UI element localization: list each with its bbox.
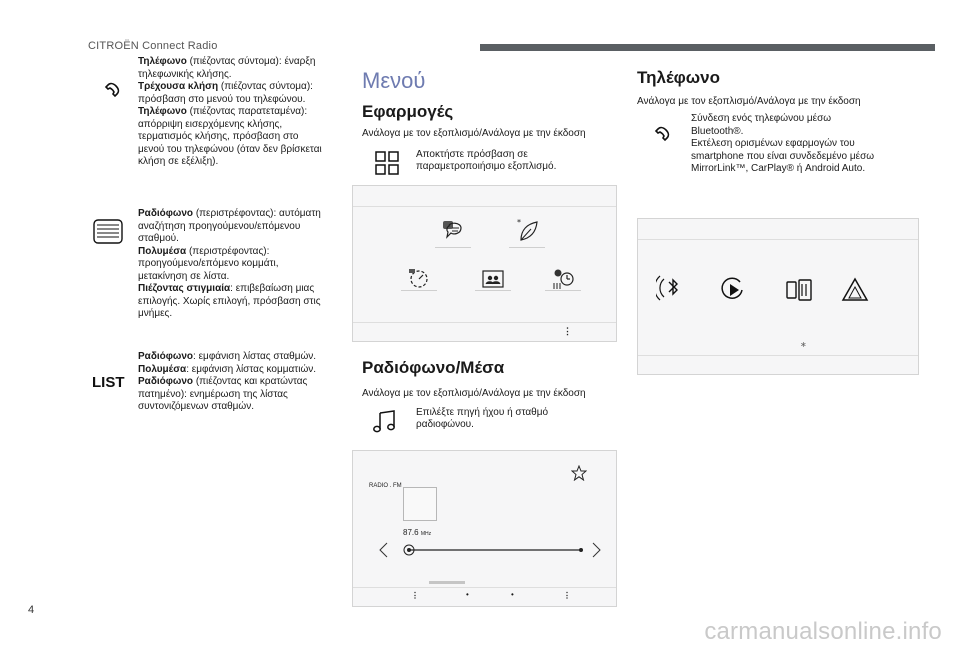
music-note-icon [371, 408, 399, 434]
instruction-line [138, 376, 338, 389]
instruction-term: Ραδιόφωνο [138, 208, 194, 219]
instruction-text: (πιέζοντας σύντομα): [218, 81, 313, 92]
radio-desc-line2: ραδιοφώνου. [416, 419, 474, 430]
watermark: carmanualsonline.info [704, 618, 942, 645]
page-number: 4 [28, 604, 35, 616]
instruction-line [138, 221, 338, 234]
phone-description-line: smartphone που είναι συνδεδεμένο μέσω [691, 150, 875, 162]
thumbwheel-instructions [138, 208, 338, 321]
vehicle-settings-icon[interactable] [405, 265, 433, 293]
instruction-line [138, 144, 338, 157]
instruction-text: (περιστρέφοντας): [186, 245, 270, 257]
instruction-line [138, 389, 338, 402]
instruction-line [138, 296, 338, 309]
apps-desc-line1: Αποκτήστε πρόσβαση σε [416, 149, 528, 160]
instruction-term: Τηλέφωνο [138, 106, 187, 117]
header-bar [480, 44, 935, 51]
instruction-text: (πιέζοντας και κρατώντας [193, 376, 308, 387]
bluetooth-status-icon: ∗ [800, 340, 807, 349]
apps-heading: Εφαρμογές [362, 102, 454, 121]
instruction-text: (περιστρέφοντας): αυτόματη [193, 208, 321, 219]
instruction-text: τηλεφωνικής κλήσης. [138, 68, 232, 80]
phone-handset-icon [96, 80, 122, 106]
instruction-line [138, 351, 338, 364]
instruction-line [138, 233, 338, 246]
instruction-line [138, 208, 338, 221]
phone-description-line: Σύνδεση ενός τηλεφώνου μέσω [691, 113, 832, 124]
instruction-text: πρόσβαση στο μενού του τηλεφώνου. [138, 93, 306, 105]
instruction-line [138, 69, 338, 82]
instruction-text: συντονιζόμενων σταθμών. [138, 401, 255, 412]
instruction-line [138, 283, 338, 296]
thumbwheel-icon [92, 218, 124, 246]
apps-screen [352, 185, 617, 342]
instruction-term: Πολυμέσα [138, 245, 187, 257]
favorite-star-icon[interactable] [571, 465, 587, 481]
phone-heading: Τηλέφωνο [637, 68, 720, 87]
phone-handset-icon [646, 124, 672, 150]
phone-instructions [138, 56, 338, 169]
instruction-text: (πιέζοντας παρατεταμένα): [186, 106, 308, 117]
instruction-text: απόρριψη εισερχόμενης κλήσης, [138, 118, 283, 130]
instruction-text: μετακίνηση σε λίστα. [138, 270, 230, 282]
instruction-term: Ραδιόφωνο [138, 376, 194, 387]
instruction-line [138, 156, 338, 169]
climate-timer-icon[interactable] [549, 265, 579, 293]
connected-services-icon[interactable] [439, 216, 469, 246]
eco-leaf-icon[interactable] [513, 216, 543, 246]
phone-screen [637, 218, 919, 375]
more-options-icon[interactable]: ⋮ [563, 326, 572, 336]
instruction-text: τερματισμός κλήσης, πρόσβαση στο [138, 131, 299, 142]
instruction-text: (πιέζοντας σύντομα): έναρξη [186, 56, 316, 67]
instruction-term: Τηλέφωνο [138, 56, 187, 67]
contacts-icon[interactable] [479, 266, 507, 292]
mirrorlink-icon[interactable] [784, 275, 814, 305]
instruction-line [138, 119, 338, 132]
radio-options-icon[interactable]: ⋮ [563, 591, 571, 600]
instruction-term: Τρέχουσα κλήση [138, 81, 219, 92]
instruction-text: σταθμού. [138, 233, 179, 244]
instruction-line [138, 308, 338, 321]
phone-description [691, 113, 874, 176]
android-auto-icon[interactable] [840, 275, 870, 305]
menu-title: Μενού [362, 68, 426, 93]
phone-description-line: Bluetooth®. [691, 125, 744, 137]
instruction-text: πατημένο): ενημέρωση της λίστας [138, 388, 288, 400]
radio-source-dot[interactable]: • [466, 590, 469, 599]
instruction-line [138, 401, 338, 414]
instruction-term: Πιέζοντας στιγμιαία [138, 283, 231, 294]
instruction-line [138, 94, 338, 107]
radio-band-label: RADIO . FM [369, 483, 402, 489]
radio-screen [352, 450, 617, 607]
instruction-line [138, 81, 338, 94]
list-label: LIST [92, 374, 125, 391]
apps-intro: Ανάλογα με τον εξοπλισμό/Ανάλογα με την έκδοση [362, 128, 586, 139]
instruction-line [138, 56, 338, 69]
instruction-text: μνήμες. [138, 308, 173, 319]
instruction-text: αναζήτηση προηγούμενου/επόμενου [138, 220, 301, 232]
instruction-text: μενού του τηλεφώνου (όταν δεν βρίσκεται [138, 143, 322, 155]
svg-text:*: * [517, 218, 521, 227]
header-title: CITROËN Connect Radio [88, 40, 218, 52]
radio-menu-icon[interactable]: ⋮ [411, 591, 419, 600]
instruction-text: : επιβεβαίωση μιας [230, 283, 315, 294]
instruction-line [138, 364, 338, 377]
instruction-text: : εμφάνιση λίστας κομματιών. [186, 363, 317, 375]
instruction-text: κλήση σε εξέλιξη). [138, 156, 219, 167]
frequency-readout [403, 528, 431, 537]
apps-desc-line2: παραμετροποιήσιμο εξοπλισμό. [416, 161, 557, 172]
instruction-term: Ραδιόφωνο [138, 351, 194, 362]
station-artwork [403, 487, 437, 521]
radio-intro: Ανάλογα με τον εξοπλισμό/Ανάλογα με την έκδοση [362, 388, 586, 399]
tuning-slider[interactable] [375, 539, 605, 561]
frequency-value: 87.6 [403, 528, 419, 537]
radio-desc-line1: Επιλέξτε πηγή ήχου ή σταθμό [416, 407, 549, 418]
radio-source-dot[interactable]: • [511, 590, 514, 599]
instruction-line [138, 131, 338, 144]
bluetooth-phone-icon[interactable] [656, 271, 690, 305]
instruction-text: προηγούμενο/επόμενο κομμάτι, [138, 258, 279, 269]
apps-grid-icon [374, 150, 400, 176]
phone-description-line: Εκτέλεση ορισμένων εφαρμογών του [691, 138, 855, 149]
screen-indicator [429, 581, 465, 584]
instruction-line [138, 271, 338, 284]
instruction-line [138, 258, 338, 271]
list-instructions [138, 351, 338, 414]
phone-intro: Ανάλογα με τον εξοπλισμό/Ανάλογα με την έκδοση [637, 96, 861, 107]
frequency-unit: MHz [420, 531, 432, 537]
instruction-text: : εμφάνιση λίστας σταθμών. [193, 351, 317, 362]
instruction-line [138, 246, 338, 259]
radio-heading: Ραδιόφωνο/Μέσα [362, 358, 505, 377]
phone-description-line: MirrorLink™, CarPlay® ή Android Auto. [691, 163, 866, 174]
instruction-line [138, 106, 338, 119]
carplay-icon[interactable] [718, 275, 748, 305]
instruction-term: Πολυμέσα [138, 363, 187, 375]
instruction-text: επιλογής. Χωρίς επιλογή, πρόσβαση στις [138, 295, 321, 307]
